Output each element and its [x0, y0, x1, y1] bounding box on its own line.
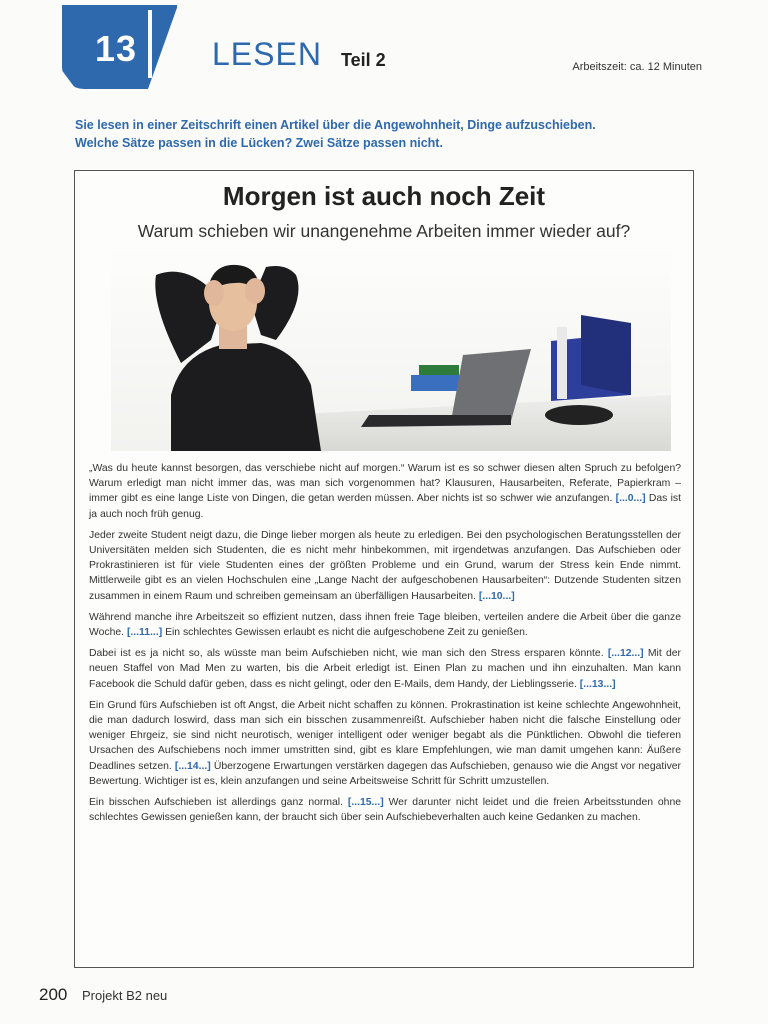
- time-label: Arbeitszeit: ca. 12 Minuten: [572, 61, 702, 73]
- gap-marker[interactable]: [...13...]: [579, 678, 616, 690]
- page-number: 200: [39, 985, 68, 1004]
- article-paragraph: Ein Grund fürs Aufschieben ist oft Angst, die Arbeit nicht schaffen zu können. Prokrastination ist keine schlechte Angewohnheit, die man dadurch loswird, dass man sich ein bisschen zusammenreißt. Aufschieber haben nicht die falsche Einstellung oder weniger Ehrgeiz, sie sind nicht neurotisch, weniger intelligent oder weniger begabt als die Pünktlichen. Obwohl die tieferen Ursachen des Aufschiebens noch immer umstritten sind, gibt es klare Empfehlungen, wie man damit umgehen kann: Äußere Deadlines setzen. [...14...] Überzogene Erwartungen verstärken dagegen das Aufschieben, genauso wie die Angst vor negativer Bewertung. Wichtiger ist es, klein anzufangen und seine Arbeitsweise Schritt für Schritt umzustellen.: [89, 699, 682, 787]
- chapter-badge-divider: [148, 10, 152, 78]
- gap-marker[interactable]: [...12...]: [607, 648, 644, 660]
- article-box: [74, 170, 694, 968]
- article-paragraph: „Was du heute kannst besorgen, das verschiebe nicht auf morgen.“ Warum ist es so schwer diesen alten Spruch zu befolgen? Warum erledigt man nicht immer das, was man sich vorgenommen hat? Klausuren, Hausarbeiten, Referate, Papierkram – immer gibt es eine lange Liste von Dingen, die getan werden müssen. Aber nichts ist so schwer wie anzufangen. [...0...] Das ist ja auch noch früh genug.: [89, 463, 682, 520]
- article-paragraph: Jeder zweite Student neigt dazu, die Dinge lieber morgen als heute zu erledigen. Bei den psychologischen Beratungsstellen der Universitäten melden sich Studenten, die es nicht mehr hinbekommen, mit irgendetwas anzufangen. Das Aufschieben oder Prokrastinieren ist für viele Studenten eines der größten Probleme und ein Grund, warum der Stress kein Ende nimmt. Mittlerweile gibt es an vielen Hochschulen eine „Lange Nacht der aufgeschobenen Hausarbeiten“: Dutzende Studenten sitzen zusammen in einem Raum und schreiben gemeinsam an überfälligen Hausarbeiten. [...10...]: [89, 529, 681, 602]
- instruction-line-2: Welche Sätze passen in die Lücken? Zwei Sätze passen nicht.: [75, 136, 443, 150]
- article-subtitle: Warum schieben wir unangenehme Arbeiten immer wieder auf?: [137, 221, 631, 241]
- article-paragraph: Dabei ist es ja nicht so, als wüsste man beim Aufschieben nicht, wie man sich den Stress ersparen könnte. [...12...] Mit der neuen Staffel von Mad Men zu warten, bis die Arbeit erledigt ist. Einen Plan zu machen und ihn einzuhalten. Man kann Facebook die Schuld dafür geben, dass es nicht gelingt, oder den E-Mails, dem Handy, der Lieblingsserie. [...13...]: [89, 648, 681, 690]
- article-body: [89, 461, 681, 831]
- instruction-line-1: Sie lesen in einer Zeitschrift einen Artikel über die Angewohnheit, Dinge aufzuschieben.: [75, 118, 596, 132]
- article-paragraph: Während manche ihre Arbeitszeit so effizient nutzen, dass ihnen freie Tage bleiben, verteilen andere die Arbeit über die ganze Woche. [...11...] Ein schlechtes Gewissen erlaubt es nicht die aufgeschobene Zeit zu genießen.: [89, 611, 681, 639]
- part-label: Teil 2: [341, 50, 386, 70]
- task-instructions: [75, 116, 675, 152]
- section-title: LESEN: [212, 36, 322, 72]
- gap-marker[interactable]: [...15...]: [347, 797, 384, 809]
- gap-marker[interactable]: [...10...]: [478, 590, 515, 602]
- article-paragraph: Ein bisschen Aufschieben ist allerdings ganz normal. [...15...] Wer darunter nicht leidet und die freien Arbeitsstunden ohne schlechtes Gewissen genießen kann, der braucht sich über sein Aufschiebeverhalten auch keine Gedanken zu machen.: [89, 797, 682, 824]
- article-title: Morgen ist auch noch Zeit: [222, 181, 546, 211]
- chapter-number: 13: [95, 28, 138, 69]
- book-title: Projekt B2 neu: [82, 988, 168, 1003]
- gap-marker[interactable]: [...14...]: [174, 760, 211, 772]
- gap-marker[interactable]: [...11...]: [126, 627, 163, 639]
- article-photo: [111, 245, 671, 451]
- gap-marker[interactable]: [...0...]: [615, 493, 646, 505]
